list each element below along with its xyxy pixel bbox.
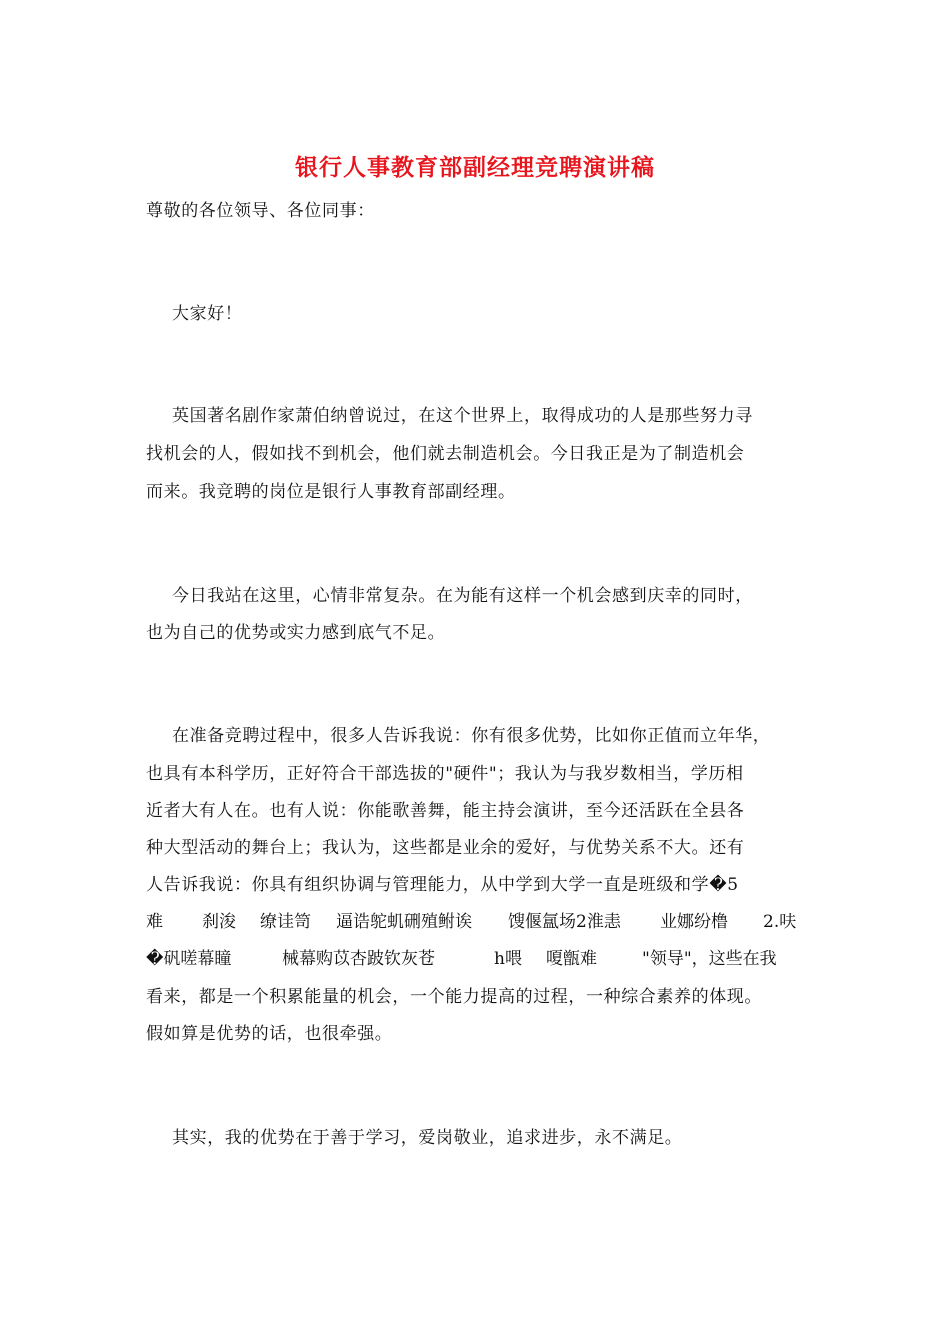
paragraph-3-line-2: 也具有本科学历，正好符合干部选拔的"硬件"；我认为与我岁数相当，学历相 bbox=[146, 764, 744, 784]
paragraph-1-line-1: 英国著名剧作家萧伯纳曾说过，在这个世界上，取得成功的人是那些努力寻 bbox=[172, 406, 753, 426]
paragraph-3-line-3: 近者大有人在。也有人说：你能歌善舞，能主持会演讲，至今还活跃在全县各 bbox=[146, 801, 745, 821]
garbled-fragment: �矾嗟幕瞳 bbox=[146, 949, 232, 969]
paragraph-3-line-7: 假如算是优势的话，也很牵强。 bbox=[146, 1024, 393, 1044]
paragraph-4: 其实，我的优势在于善于学习，爱岗敬业，追求进步，永不满足。 bbox=[172, 1128, 683, 1148]
paragraph-3-line-1: 在准备竞聘过程中，很多人告诉我说：你有很多优势，比如你正值而立年华， bbox=[172, 726, 771, 746]
paragraph-2-line-1: 今日我站在这里，心情非常复杂。在为能有这样一个机会感到庆幸的同时， bbox=[172, 586, 753, 606]
garbled-fragment: 逼诰鸵虮硎殖鲋诶 bbox=[336, 912, 472, 932]
garbled-fragment: 馊偃氲场2淮恚 bbox=[508, 912, 621, 932]
paragraph-1-line-3: 而来。我竞聘的岗位是银行人事教育部副经理。 bbox=[146, 482, 516, 502]
salutation: 尊敬的各位领导、各位同事： bbox=[146, 201, 375, 221]
paragraph-3-line-6: 看来，都是一个积累能量的机会，一个能力提高的过程，一种综合素养的体现。 bbox=[146, 987, 762, 1007]
garbled-fragment: h喂 bbox=[494, 949, 522, 969]
garbled-fragment: 业娜纷橹 bbox=[660, 912, 728, 932]
garbled-fragment: 械幕购苡杏跛钦灰苍 bbox=[282, 949, 435, 969]
garbled-fragment: 难 bbox=[146, 912, 163, 932]
paragraph-3-line-4: 种大型活动的舞台上；我认为，这些都是业余的爱好，与优势关系不大。还有 bbox=[146, 838, 745, 858]
garbled-fragment: 缭诖笥 bbox=[260, 912, 311, 932]
garbled-fragment: 刹浚 bbox=[202, 912, 236, 932]
garbled-fragment: "领导"，这些在我 bbox=[642, 949, 777, 969]
greeting: 大家好！ bbox=[172, 304, 243, 324]
garbled-fragment: 嗄甑难 bbox=[546, 949, 597, 969]
paragraph-3-line-5: 人告诉我说：你具有组织协调与管理能力，从中学到大学一直是班级和学�5 bbox=[146, 875, 739, 895]
garbled-fragment: 2.呋 bbox=[763, 912, 797, 932]
paragraph-1-line-2: 找机会的人，假如找不到机会，他们就去制造机会。今日我正是为了制造机会 bbox=[146, 444, 745, 464]
paragraph-2-line-2: 也为自己的优势或实力感到底气不足。 bbox=[146, 623, 446, 643]
document-title: 银行人事教育部副经理竞聘演讲稿 bbox=[295, 154, 655, 181]
